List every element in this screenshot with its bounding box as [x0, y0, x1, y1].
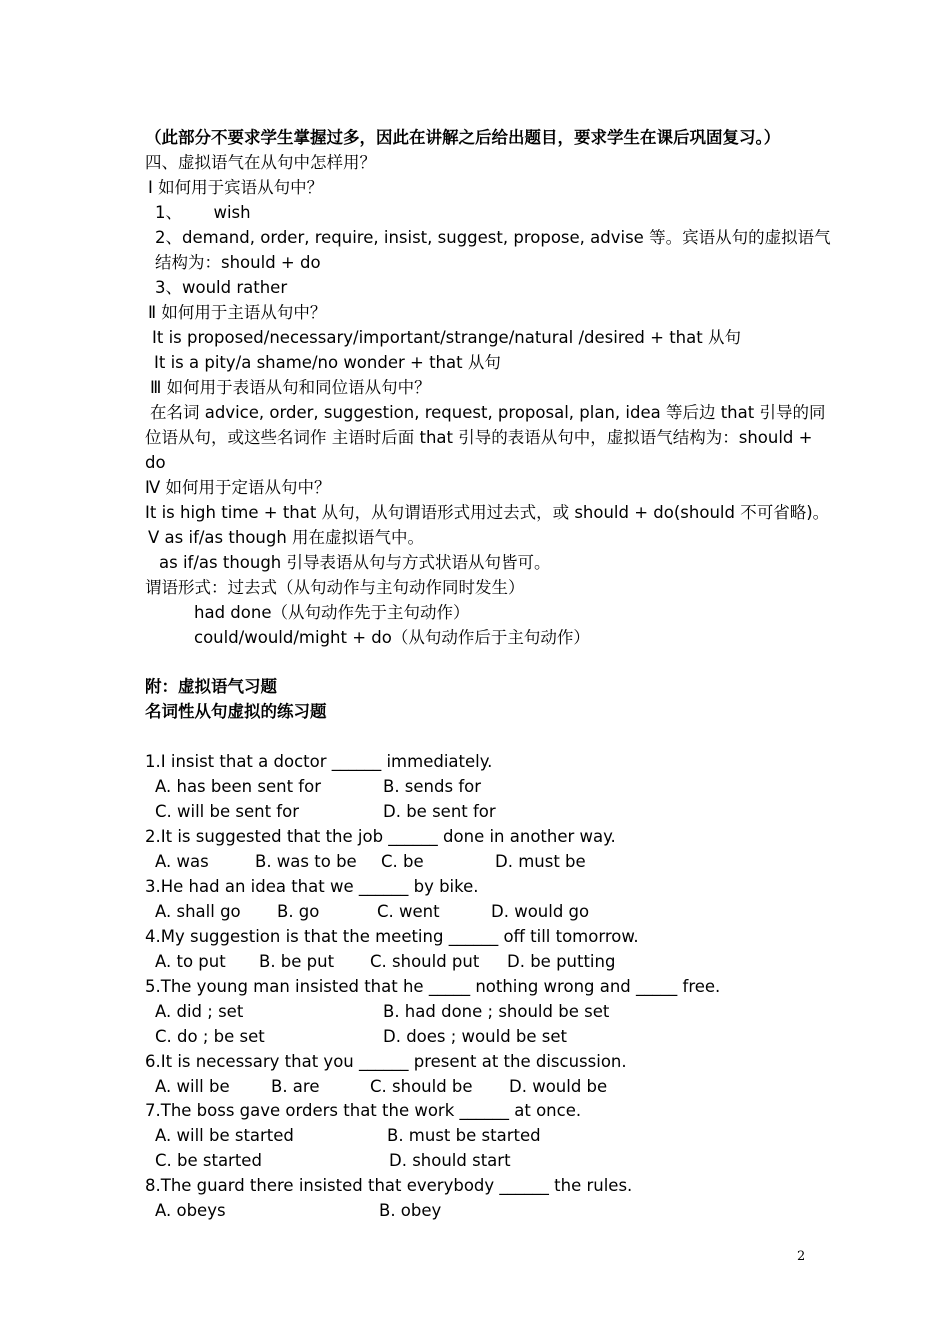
predicative-clause-text-3: do	[145, 453, 166, 472]
predicative-clause-heading: Ⅲ 如何用于表语从句和同位语从句中？	[150, 378, 431, 397]
option-a: A. will be started	[155, 1126, 294, 1145]
option-a: A. has been sent for	[155, 777, 321, 796]
option-d: D. should start	[389, 1151, 511, 1170]
subject-clause-item-1: It is proposed/necessary/important/strange/natural /desired + that 从句	[152, 328, 741, 347]
option-c: C. should be	[370, 1077, 473, 1096]
option-a: A. shall go	[155, 902, 241, 921]
option-b: B. had done ; should be set	[383, 1002, 610, 1021]
option-c: C. do ; be set	[155, 1027, 265, 1046]
option-d: D. does ; would be set	[383, 1027, 567, 1046]
as-if-heading: Ⅴ as if/as though 用在虚拟语气中。	[148, 528, 425, 547]
option-c: C. should put	[370, 952, 480, 971]
verb-form-2: had done（从句动作先于主句动作）	[194, 603, 470, 622]
subject-clause-item-2: It is a pity/a shame/no wonder + that 从句	[154, 353, 501, 372]
section-title: 四、虚拟语气在从句中怎样用？	[145, 153, 376, 172]
object-clause-item-1: 1、 wish	[155, 203, 251, 222]
question-stem: 8.The guard there insisted that everybody ______ the rules.	[145, 1176, 633, 1195]
exercise-title: 名词性从句虚拟的练习题	[145, 702, 327, 721]
question-stem: 2.It is suggested that the job ______ done in another way.	[145, 827, 616, 846]
question-stem: 6.It is necessary that you ______ present at the discussion.	[145, 1052, 627, 1071]
option-b: B. must be started	[387, 1126, 541, 1145]
predicative-clause-text-1: 在名词 advice, order, suggestion, request, proposal, plan, idea 等后边 that 引导的同	[150, 403, 826, 422]
object-clause-heading: Ⅰ 如何用于宾语从句中？	[148, 178, 324, 197]
option-c: C. went	[377, 902, 440, 921]
option-b: B. go	[277, 902, 320, 921]
option-c: C. be started	[155, 1151, 262, 1170]
question-stem: 1.I insist that a doctor ______ immediately.	[145, 752, 493, 771]
predicative-clause-text-2: 位语从句，或这些名词作 主语时后面 that 引导的表语从句中，虚拟语气结构为：should +	[145, 428, 813, 447]
option-d: D. be putting	[507, 952, 616, 971]
attributive-clause-heading: Ⅳ 如何用于定语从句中？	[145, 478, 331, 497]
option-a: A. obeys	[155, 1201, 226, 1220]
page-number: 2	[797, 1249, 806, 1264]
option-c: C. be	[381, 852, 424, 871]
option-b: B. obey	[379, 1201, 442, 1220]
object-clause-item-3: 3、would rather	[155, 278, 288, 297]
appendix-title: 附：虚拟语气习题	[145, 677, 277, 696]
question-stem: 3.He had an idea that we ______ by bike.	[145, 877, 479, 896]
verb-form-1: 谓语形式：过去式（从句动作与主句动作同时发生）	[145, 578, 525, 597]
option-b: B. are	[271, 1077, 320, 1096]
option-b: B. sends for	[383, 777, 482, 796]
teaching-note: （此部分不要求学生掌握过多，因此在讲解之后给出题目，要求学生在课后巩固复习。）	[145, 128, 781, 147]
option-b: B. be put	[259, 952, 335, 971]
as-if-text: as if/as though 引导表语从句与方式状语从句皆可。	[159, 553, 551, 572]
option-c: C. will be sent for	[155, 802, 299, 821]
option-a: A. to put	[155, 952, 226, 971]
option-d: D. be sent for	[383, 802, 496, 821]
option-a: A. did ; set	[155, 1002, 244, 1021]
option-a: A. was	[155, 852, 209, 871]
question-stem: 4.My suggestion is that the meeting ______ off till tomorrow.	[145, 927, 639, 946]
option-d: D. must be	[495, 852, 586, 871]
verb-form-3: could/would/might + do（从句动作后于主句动作）	[194, 628, 590, 647]
object-clause-item-2: 2、demand, order, require, insist, suggest, propose, advise 等。宾语从句的虚拟语气	[155, 228, 831, 247]
question-stem: 5.The young man insisted that he _____ nothing wrong and _____ free.	[145, 977, 721, 996]
subject-clause-heading: Ⅱ 如何用于主语从句中？	[148, 303, 327, 322]
object-clause-item-2-cont: 结构为：should + do	[155, 253, 321, 272]
option-b: B. was to be	[255, 852, 357, 871]
attributive-clause-text: It is high time + that 从句，从句谓语形式用过去式，或 should + do(should 不可省略)。	[145, 503, 830, 522]
option-d: D. would be	[509, 1077, 608, 1096]
option-d: D. would go	[491, 902, 590, 921]
option-a: A. will be	[155, 1077, 230, 1096]
question-stem: 7.The boss gave orders that the work ______ at once.	[145, 1101, 582, 1120]
